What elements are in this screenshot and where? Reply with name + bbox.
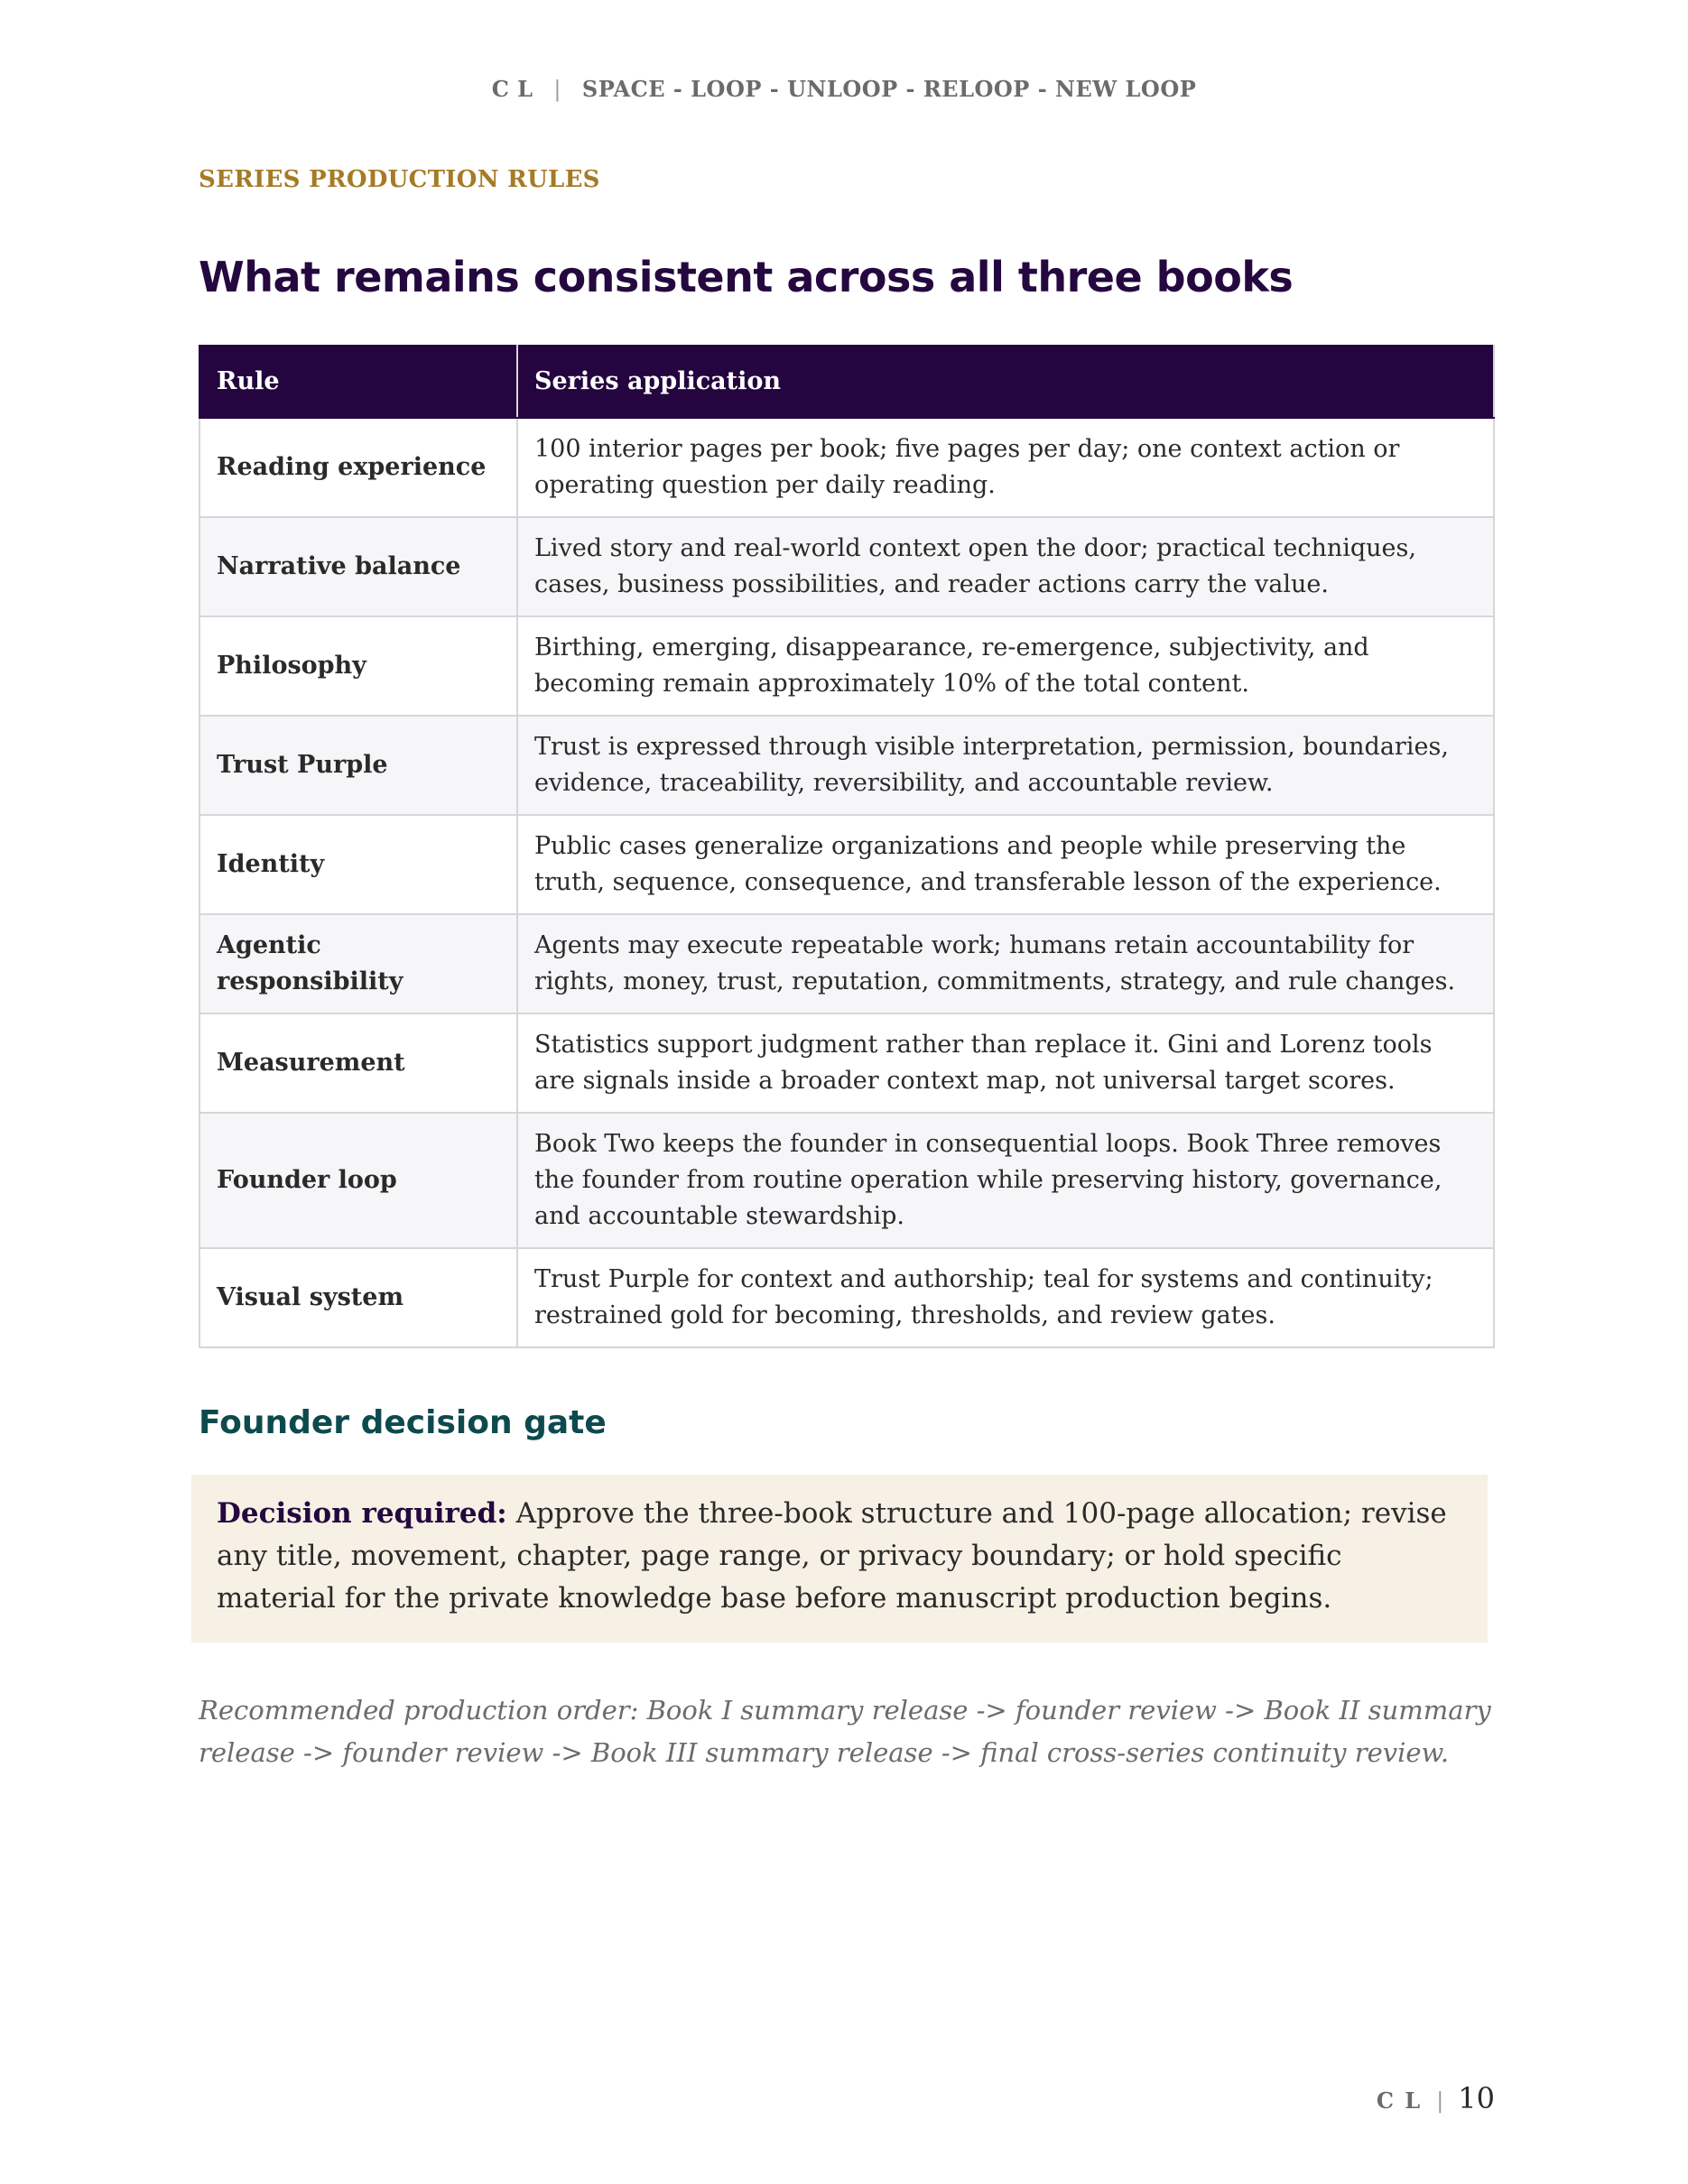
section-heading: Founder decision gate — [199, 1404, 607, 1441]
rules-table — [199, 345, 1495, 1348]
table-row — [199, 815, 1494, 914]
application-cell: Birthing, emerging, disappearance, re-emergence, subjectivity, and becoming remain approximately 10% of the total content. — [517, 616, 1494, 716]
application-cell: Trust Purple for context and authorship; teal for systems and continuity; restrained gold for becoming, thresholds, and review gates. — [517, 1248, 1494, 1347]
rule-cell: Narrative balance — [199, 517, 517, 616]
production-order-note: Recommended production order: Book I summary release -> founder review -> Book II summary release -> founder review -> Book III summary release -> final cross-series continuity review. — [199, 1695, 1491, 1768]
rule-cell: Identity — [199, 815, 517, 914]
section-kicker: SERIES PRODUCTION RULES — [199, 166, 600, 193]
rule-cell: Trust Purple — [199, 716, 517, 815]
application-cell: Trust is expressed through visible interpretation, permission, boundaries, evidence, traceability, reversibility, and accountable review. — [517, 716, 1494, 815]
header-series-title: SPACE - LOOP - UNLOOP - RELOOP - NEW LOOP — [581, 76, 1197, 102]
header-brand: C L — [491, 76, 533, 102]
table-header-row — [199, 346, 1494, 418]
callout-text: Approve the three-book structure and 100-page allocation; revise any title, movement, chapter, page range, or privacy boundary; or hold specific material for the private knowledge base before manuscript production begins. — [217, 1497, 1447, 1615]
rule-cell: Measurement — [199, 1013, 517, 1113]
application-cell: Book Two keeps the founder in consequential loops. Book Three removes the founder from routine operation while preserving history, governance, and accountable stewardship. — [517, 1113, 1494, 1248]
header-separator: | — [553, 77, 561, 102]
table-row — [199, 1248, 1494, 1347]
page-footer — [1377, 2081, 1495, 2115]
rule-cell: Visual system — [199, 1248, 517, 1347]
running-header — [0, 76, 1688, 102]
table-row — [199, 517, 1494, 616]
table-row — [199, 914, 1494, 1013]
table-row — [199, 1013, 1494, 1113]
rule-cell: Philosophy — [199, 616, 517, 716]
table-row — [199, 616, 1494, 716]
page-number: 10 — [1458, 2081, 1495, 2115]
rule-cell: Founder loop — [199, 1113, 517, 1248]
application-cell: Public cases generalize organizations and people while preserving the truth, sequence, consequence, and transferable lesson of the experience. — [517, 815, 1494, 914]
application-cell: 100 interior pages per book; five pages per day; one context action or operating question per daily reading. — [517, 418, 1494, 517]
page-title: What remains consistent across all three books — [199, 253, 1294, 301]
application-cell: Agents may execute repeatable work; humans retain accountability for rights, money, trust, reputation, commitments, strategy, and rule changes. — [517, 914, 1494, 1013]
column-header-application: Series application — [517, 346, 1494, 418]
application-cell: Statistics support judgment rather than replace it. Gini and Lorenz tools are signals inside a broader context map, not universal target scores. — [517, 1013, 1494, 1113]
decision-callout — [191, 1475, 1488, 1643]
application-cell: Lived story and real-world context open the door; practical techniques, cases, business possibilities, and reader actions carry the value. — [517, 517, 1494, 616]
rule-cell: Reading experience — [199, 418, 517, 517]
callout-label: Decision required: — [217, 1497, 507, 1530]
column-header-rule: Rule — [199, 346, 517, 418]
table-row — [199, 1113, 1494, 1248]
table-row — [199, 716, 1494, 815]
footer-separator: | — [1436, 2088, 1444, 2114]
footer-brand: C L — [1376, 2087, 1423, 2114]
rule-cell: Agentic responsibility — [199, 914, 517, 1013]
table-row — [199, 418, 1494, 517]
